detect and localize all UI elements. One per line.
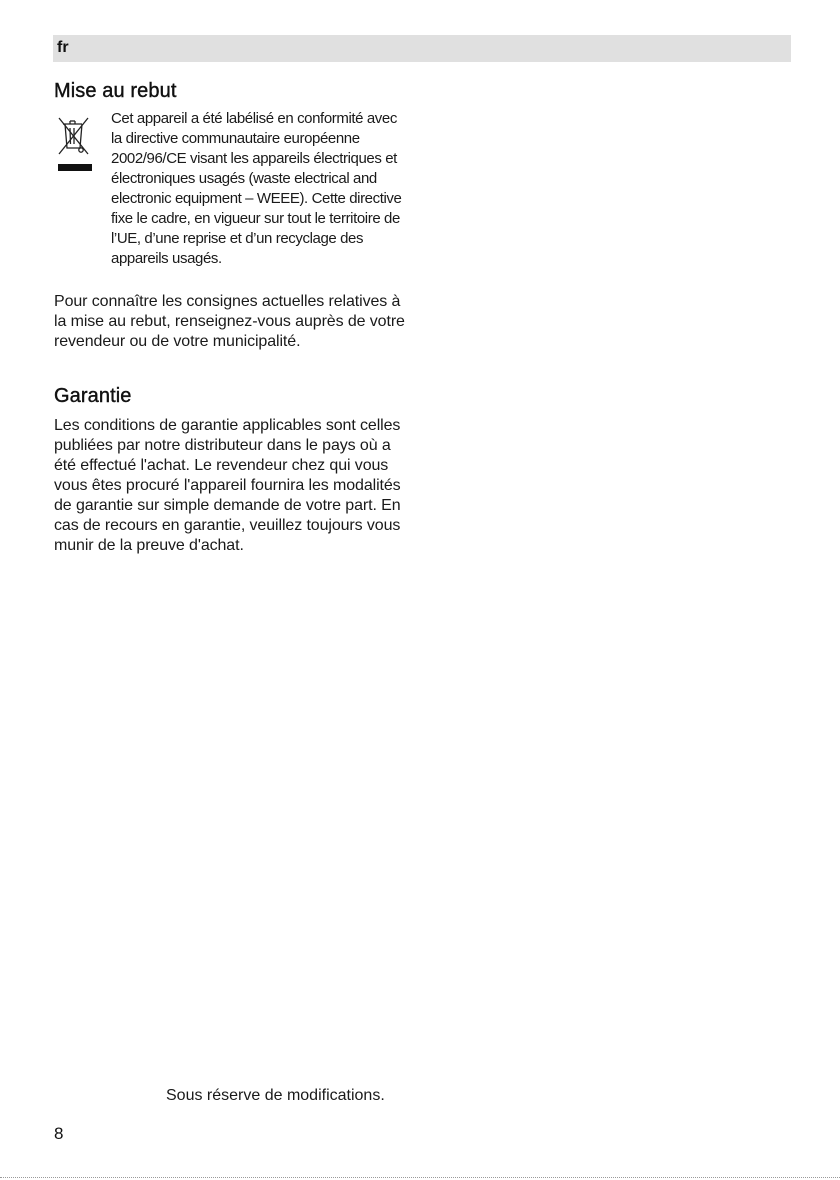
weee-directive-text: Cet appareil a été labélisé en conformité avec la directive communautaire européenne 2002/96/CE visant les appareils électriques et électroniques usagés (waste electrical and electronic equipment – WEEE). Cette directive fixe le cadre, en vigueur sur tout le territoire de l’UE, d’une reprise et d’un recyclage des appareils usagés. (111, 110, 402, 267)
reserve-note: Sous réserve de modifications. (166, 1087, 385, 1104)
crossed-out-wheelie-bin-icon (55, 114, 95, 174)
page-number: 8 (54, 1124, 64, 1143)
warranty-paragraph: Les conditions de garantie applicables sont celles publiées par notre distributeur dans le pays où a été effectué l'achat. Le revendeur chez qui vous vous êtes procuré l'appareil fournira les modalités de garantie sur simple demande de votre part. En cas de recours en garantie, veuillez toujours vous munir de la preuve d'achat. (54, 417, 401, 554)
language-label: fr (57, 39, 69, 56)
disposal-paragraph: Pour connaître les consignes actuelles relatives à la mise au rebut, renseignez-vous auprès de votre revendeur ou de votre municipalité. (54, 293, 405, 350)
language-bar (53, 35, 791, 62)
bottom-divider (0, 1177, 840, 1178)
section-title-disposal: Mise au rebut (54, 80, 177, 102)
section-title-warranty: Garantie (54, 385, 132, 407)
